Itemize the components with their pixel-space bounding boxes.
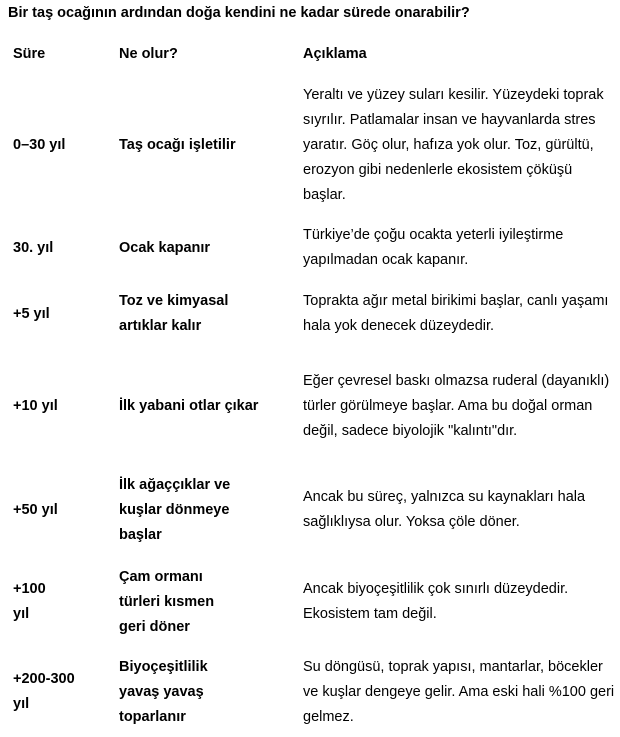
row-time: +100 yıl (13, 581, 46, 622)
row-event: Toz ve kimyasal artıklar kalır (119, 293, 229, 334)
header-time: Süre (13, 46, 46, 62)
table-row (0, 563, 620, 641)
row-description: Türkiye’de çoğu ocakta yeterli iyileştirme yapılmadan ocak kapanır. (303, 227, 564, 268)
row-description: Yeraltı ve yüzey suları kesilir. Yüzeydeki toprak sıyrılır. Patlamalar insan ve hayvanlarda stres yaratır. Göç olur, hafıza yok olur. Toz, gürültü, erozyon gibi nedenlerle ekosistem çöküşü başlar. (303, 86, 604, 203)
table-row (0, 288, 620, 340)
row-event: Taş ocağı işletilir (119, 136, 236, 153)
table-row (0, 471, 620, 549)
row-description: Eğer çevresel baskı olmazsa ruderal (dayanıklı) türler görülmeye başlar. Ama bu doğal orman değil, sadece biyolojik "kalıntı"dır. (303, 372, 610, 439)
row-time: 0–30 yıl (13, 136, 66, 153)
row-time: +200-300 yıl (13, 671, 75, 712)
row-time: 30. yıl (13, 239, 54, 256)
header-description: Açıklama (303, 46, 367, 62)
table-row (0, 222, 620, 274)
row-event: Ocak kapanır (119, 239, 211, 256)
row-time: +5 yıl (13, 305, 50, 322)
row-time: +50 yıl (13, 501, 58, 518)
table-row (0, 355, 620, 457)
page-title: Bir taş ocağının ardından doğa kendini ne kadar sürede onarabilir? (8, 5, 470, 21)
row-description: Ancak biyoçeşitlilik çok sınırlı düzeydedir. Ekosistem tam değil. (303, 581, 569, 622)
row-description: Ancak bu süreç, yalnızca su kaynakları hala sağlıklıysa olur. Yoksa çöle döner. (303, 489, 586, 530)
row-description: Toprakta ağır metal birikimi başlar, canlı yaşamı hala yok denecek düzeydedir. (303, 293, 609, 334)
row-description: Su döngüsü, toprak yapısı, mantarlar, böcekler ve kuşlar dengeye gelir. Ama eski hali %100 geri gelmez. (303, 658, 615, 725)
header-event: Ne olur? (119, 46, 178, 62)
row-event: Çam ormanı türleri kısmen geri döner (119, 568, 215, 635)
table-row (0, 653, 620, 731)
row-event: İlk ağaççıklar ve kuşlar dönmeye başlar (119, 476, 231, 543)
row-time: +10 yıl (13, 397, 58, 414)
row-event: İlk yabani otlar çıkar (119, 397, 259, 414)
table-row (0, 81, 620, 209)
row-event: Biyoçeşitlilik yavaş yavaş toparlanır (119, 658, 208, 725)
